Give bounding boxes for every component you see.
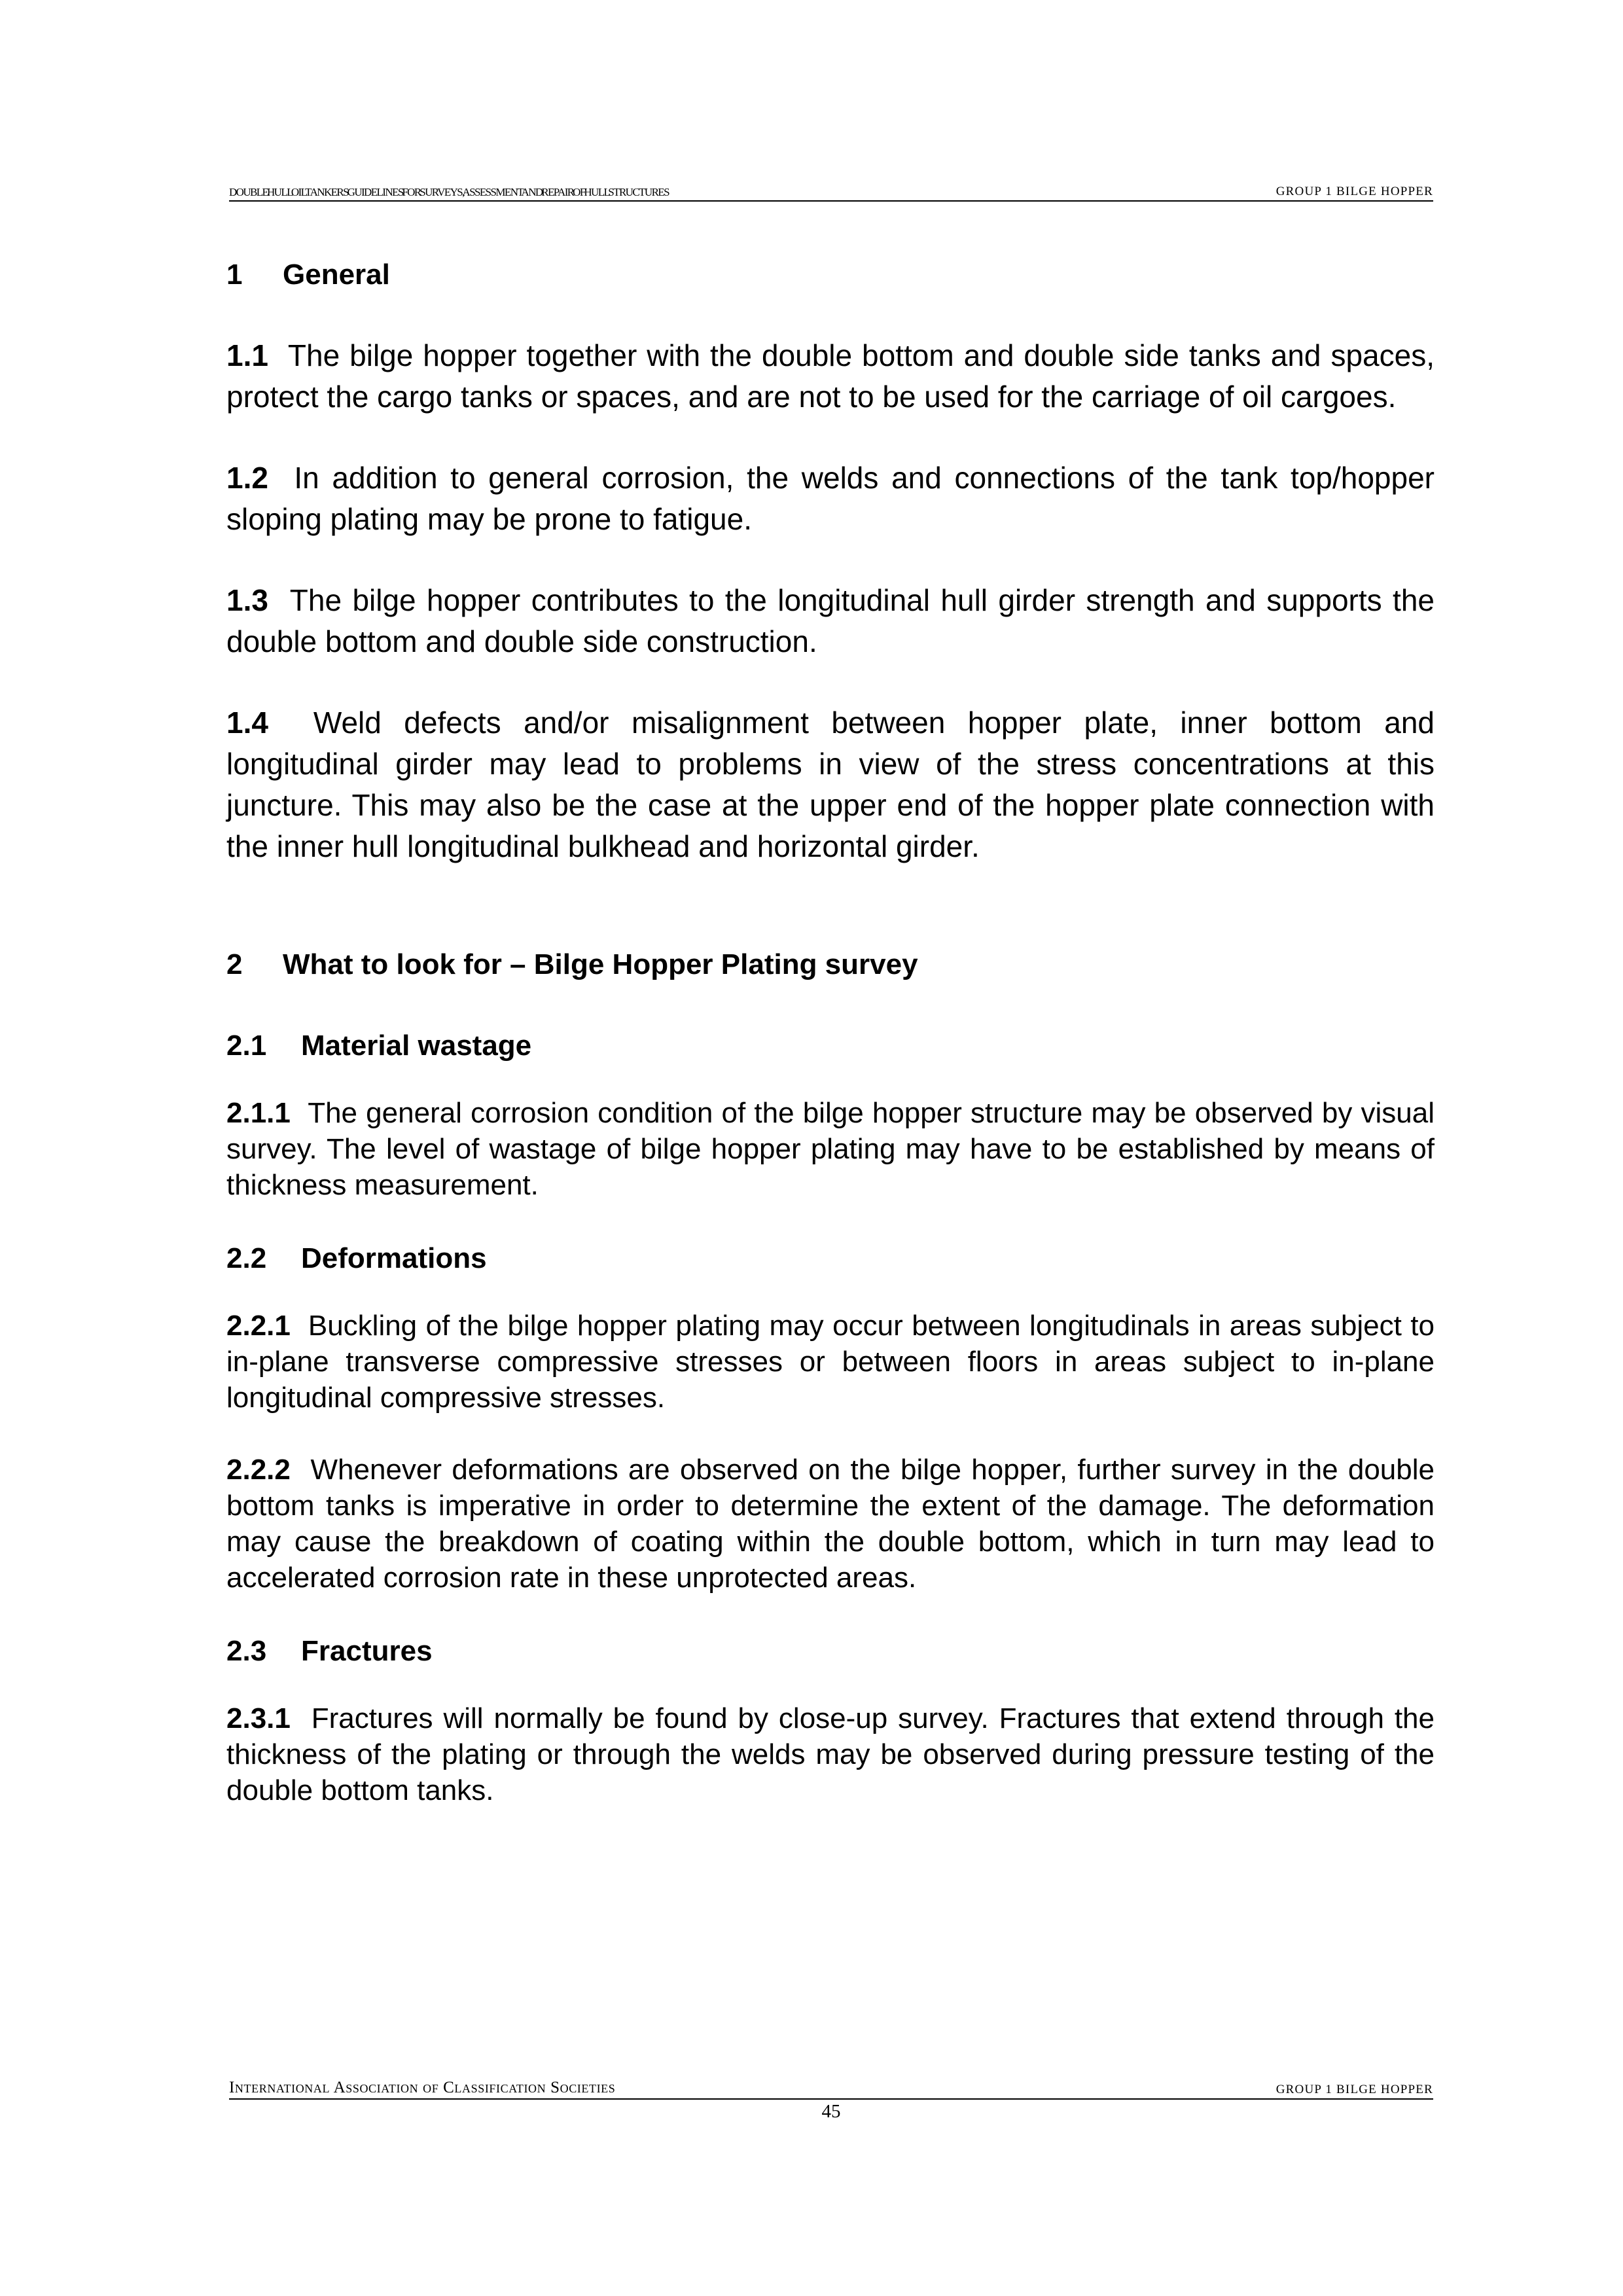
subsection-2-1-heading	[226, 1026, 1435, 1066]
section-number: 1	[226, 259, 243, 291]
subsection-number: 2.1	[226, 1030, 267, 1062]
paragraph-number: 1.2	[226, 461, 268, 495]
section-title: What to look for – Bilge Hopper Plating survey	[283, 948, 918, 980]
running-header	[229, 178, 1433, 202]
paragraph-number: 1.1	[226, 338, 268, 372]
paragraph-text: The general corrosion condition of the bilge hopper structure may be observed by visual survey. The level of wastage of bilge hopper plating may have to be established by means of thickness measurement.	[226, 1097, 1435, 1201]
paragraph-2-1-1	[226, 1095, 1435, 1203]
paragraph-1-2	[226, 457, 1435, 540]
paragraph-text: The bilge hopper contributes to the longitudinal hull girder strength and supports the double bottom and double side construction.	[226, 583, 1435, 658]
section-1-heading	[226, 254, 1435, 296]
subsection-title: Fractures	[301, 1635, 433, 1667]
paragraph-number: 2.1.1	[226, 1097, 291, 1129]
paragraph-text: Weld defects and/or misalignment between hopper plate, inner bottom and longitudinal girder may lead to problems in view of the stress concentrations at this juncture. This may also be the case at the upper end of the hopper plate connection with the inner hull longitudinal bulkhead and horizontal girder.	[226, 706, 1435, 863]
subsection-number: 2.3	[226, 1635, 267, 1667]
page-number: 45	[821, 2101, 841, 2122]
running-footer	[229, 2076, 1433, 2100]
section-title: General	[283, 259, 390, 291]
paragraph-1-4	[226, 702, 1435, 867]
paragraph-text: Buckling of the bilge hopper plating may occur between longitudinals in areas subject to in-plane transverse compressive stresses or between floors in areas subject to in-plane longitudinal compressive stresses.	[226, 1310, 1435, 1414]
paragraph-number: 1.4	[226, 706, 268, 740]
footer-section-title: GROUP 1 BILGE HOPPER	[1275, 2083, 1433, 2096]
subsection-title: Deformations	[301, 1242, 487, 1274]
subsection-title: Material wastage	[301, 1030, 532, 1062]
footer-organization: International Association of Classification Societies	[229, 2079, 616, 2096]
paragraph-1-3	[226, 580, 1435, 662]
paragraph-2-2-1	[226, 1308, 1435, 1416]
paragraph-text: Fractures will normally be found by close-up survey. Fractures that extend through the thickness of the plating or through the welds may be observed during pressure testing of the double bottom tanks.	[226, 1702, 1435, 1806]
header-section-title: GROUP 1 BILGE HOPPER	[1275, 185, 1433, 198]
section-2-heading	[226, 944, 1435, 986]
paragraph-2-2-2	[226, 1452, 1435, 1596]
paragraph-2-3-1	[226, 1700, 1435, 1808]
paragraph-number: 2.2.2	[226, 1454, 291, 1486]
subsection-2-2-heading	[226, 1239, 1435, 1278]
page-body	[226, 254, 1435, 1808]
paragraph-number: 2.3.1	[226, 1702, 291, 1734]
paragraph-text: The bilge hopper together with the double bottom and double side tanks and spaces, protect the cargo tanks or spaces, and are not to be used for the carriage of oil cargoes.	[226, 338, 1435, 414]
paragraph-text: Whenever deformations are observed on the bilge hopper, further survey in the double bottom tanks is imperative in order to determine the extent of the damage. The deformation may cause the breakdown of coating within the double bottom, which in turn may lead to accelerated corrosion rate in these unprotected areas.	[226, 1454, 1435, 1594]
subsection-2-3-heading	[226, 1632, 1435, 1671]
header-document-title: DOUBLE HULL OIL TANKERS GUIDELINES FOR SURVEYS, ASSESSMENT AND REPAIR OF HULL STRUCTURES	[229, 186, 669, 198]
paragraph-number: 1.3	[226, 583, 268, 617]
paragraph-text: In addition to general corrosion, the welds and connections of the tank top/hopper sloping plating may be prone to fatigue.	[226, 461, 1435, 536]
paragraph-number: 2.2.1	[226, 1310, 291, 1342]
paragraph-1-1	[226, 335, 1435, 418]
section-number: 2	[226, 948, 243, 980]
subsection-number: 2.2	[226, 1242, 267, 1274]
